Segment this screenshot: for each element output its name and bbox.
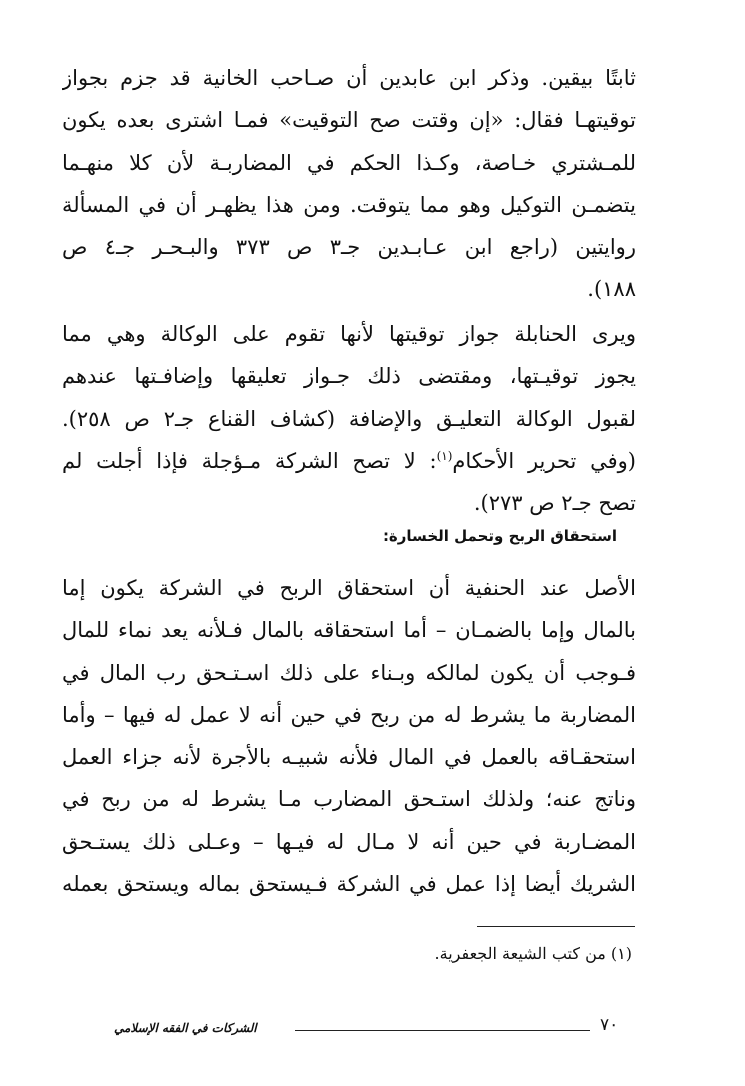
text-line: تصح جـ٢ ص ٢٧٣). [473, 491, 636, 516]
text-line: روايتين (راجع ابن عـابـدين جـ٣ ص ٣٧٣ والبـحـر جـ٤ ص [62, 235, 636, 260]
footnote-reference: (١) [436, 448, 453, 463]
text-line: ثابتًا بيقين. وذكر ابن عابدين أن صـاحب الخانية قد جزم بجواز [62, 66, 636, 90]
paragraph-1 [62, 57, 636, 311]
text-line: بالمال وإما بالضمـان – أما استحقاقه بالمال فـلأنه يعد نماء للمال [62, 618, 636, 643]
text-line: ١٨٨). [587, 277, 636, 302]
text-segment: : لا تصح الشركة مـؤجلة فإذا أجلت لم [62, 448, 437, 473]
text-line: للمـشتري خـاصة، وكـذا الحكم في المضاربـة لأن كلا منهـما [62, 150, 636, 175]
footnote: (١) من كتب الشيعة الجعفرية. [434, 944, 632, 963]
text-line: ويرى الحنابلة جواز توقيتها لأنها تقوم على الوكالة وهي مما [62, 322, 636, 346]
paragraph-3 [62, 567, 636, 905]
footer-divider [295, 1030, 590, 1031]
page-number: ٧٠ [600, 1015, 619, 1035]
text-line: استحقـاقه بالعمل في المال فلأنه شبيـه بالأجرة لأنه جزاء العمل [62, 745, 636, 770]
text-line: فـوجب أن يكون لمالكه وبـناء على ذلك اسـتـحق رب المال في [62, 660, 636, 685]
text-line: المضـاربة في حين أنه لا مـال له فيـها – وعـلى ذلك يستـحق [62, 829, 636, 854]
text-segment: (وفي تحرير الأحكام [452, 448, 636, 473]
text-line: يجوز توقيـتها، ومقتضى ذلك جـواز تعليقها وإضافـتها عندهم [62, 364, 636, 389]
section-heading: استحقاق الربح وتحمل الخسارة: [382, 527, 617, 545]
text-line-with-footnote-ref [62, 440, 636, 482]
text-line: توقيتهـا فقال: «إن وقتت صح التوقيت» فمـا اشترى بعده يكون [62, 108, 636, 133]
text-line: وناتج عنه؛ ولذلك استـحق المضارب مـا يشرط له من ربح في [62, 787, 636, 812]
running-title: الشركات في الفقه الإسلامي [114, 1021, 257, 1035]
text-line: لقبول الوكالة التعليـق والإضافة (كشاف القناع جـ٢ ص ٢٥٨). [62, 406, 636, 431]
text-line: المضاربة ما يشرط له من ربح في حين أنه لا عمل له فيها – وأما [62, 702, 636, 727]
paragraph-2 [62, 313, 636, 524]
text-line: الشريك أيضا إذا عمل في الشركة فـيستحق بماله ويستحق بعمله [62, 872, 636, 897]
text-line: الأصل عند الحنفية أن استحقاق الربح في الشركة يكون إما [62, 576, 636, 600]
footnote-divider [477, 926, 635, 927]
text-line: يتضمـن التوكيل وهو مما يتوقت. ومن هذا يظهـر أن في المسألة [62, 192, 636, 217]
